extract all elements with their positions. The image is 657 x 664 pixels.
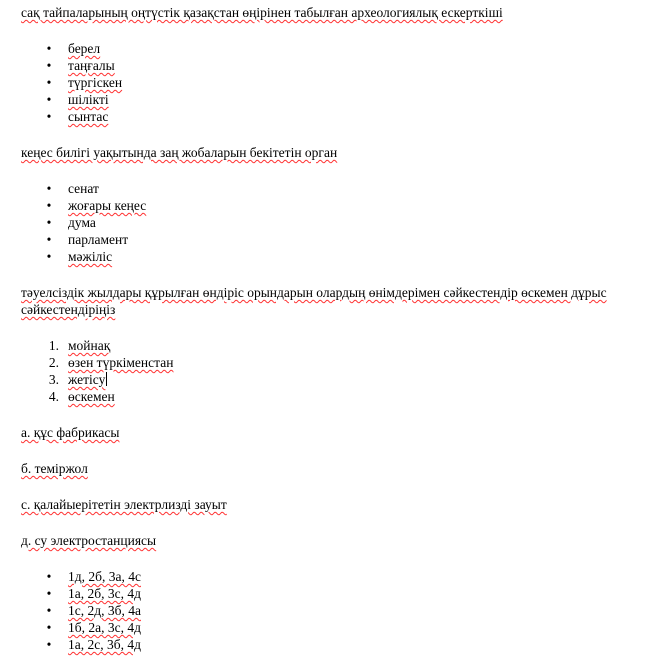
option-label: таңғалы <box>68 58 115 73</box>
lettered-item-d <box>21 532 641 549</box>
option-label: өскемен <box>68 389 115 404</box>
answer-label: 1с, 2д, 3б, 4а <box>68 603 141 618</box>
bullet-icon: • <box>46 75 52 90</box>
bullet-icon: • <box>46 41 52 56</box>
list-item <box>21 248 641 265</box>
list-number: 1. <box>48 338 59 353</box>
list-item <box>21 388 641 405</box>
list-number: 4. <box>48 389 59 404</box>
option-label: шілікті <box>68 92 109 107</box>
list-item <box>21 568 641 585</box>
option-label: сынтас <box>68 109 109 124</box>
answer-label: 1д, 2б, 3а, 4с <box>68 569 141 584</box>
option-label: жоғары кеңес <box>68 198 147 213</box>
list-item <box>21 619 641 636</box>
option-label: түргіскен <box>68 75 123 90</box>
question-2-text <box>21 144 641 161</box>
option-label: мойнақ <box>68 338 111 353</box>
bullet-icon: • <box>46 109 52 124</box>
answer-label: 1б, 2а, 3с, 4д <box>68 620 141 635</box>
bullet-icon: • <box>46 586 52 601</box>
list-item <box>21 602 641 619</box>
question-3-numbered-list <box>21 337 641 405</box>
text-cursor <box>106 372 107 386</box>
bullet-icon: • <box>46 637 52 652</box>
list-item <box>21 214 641 231</box>
bullet-icon: • <box>46 215 52 230</box>
list-item <box>21 108 641 125</box>
bullet-icon: • <box>46 92 52 107</box>
answer-label: 1а, 2с, 3б, 4д <box>68 637 141 652</box>
lettered-item-b <box>21 460 641 477</box>
bullet-icon: • <box>46 569 52 584</box>
document-body[interactable] <box>21 4 641 653</box>
option-label: өзен түркіменстан <box>68 355 174 370</box>
question-2-options <box>21 180 641 265</box>
bullet-icon: • <box>46 620 52 635</box>
list-number: 3. <box>48 372 59 387</box>
question-3-text <box>21 284 641 318</box>
list-item <box>21 354 641 371</box>
lettered-label: б. теміржол <box>21 461 88 476</box>
bullet-icon: • <box>46 198 52 213</box>
question-3-label: тәуелсіздік жылдары құрылған өндіріс орындарын олардың өнімдерімен сәйкестендір өскемен дұрыс сәйкестендіріңіз <box>21 285 607 317</box>
option-label: жетісу <box>68 372 106 387</box>
option-label: мәжіліс <box>68 249 113 264</box>
list-item <box>21 40 641 57</box>
list-item <box>21 585 641 602</box>
question-2-label: кеңес билігі уақытында заң жобаларын бекітетін орган <box>21 145 338 160</box>
list-item <box>21 636 641 653</box>
option-label: берел <box>68 41 101 56</box>
list-number: 2. <box>48 355 59 370</box>
option-label: парламент <box>68 232 129 247</box>
bullet-icon: • <box>46 249 52 264</box>
list-item <box>21 337 641 354</box>
question-1-label: сақ тайпаларының оңтүстік қазақстан өңірінен табылған археологиялық ескерткіші <box>21 5 503 20</box>
list-item <box>21 57 641 74</box>
answer-label: 1а, 2б, 3с, 4д <box>68 586 141 601</box>
lettered-label: а. құс фабрикасы <box>21 425 120 440</box>
option-label: сенат <box>68 181 99 196</box>
question-1-options <box>21 40 641 125</box>
list-item <box>21 180 641 197</box>
bullet-icon: • <box>46 603 52 618</box>
list-item <box>21 74 641 91</box>
bullet-icon: • <box>46 181 52 196</box>
bullet-icon: • <box>46 58 52 73</box>
list-item <box>21 91 641 108</box>
lettered-label: д. су электростанциясы <box>21 533 157 548</box>
question-1-text <box>21 4 641 21</box>
question-3-answers <box>21 568 641 653</box>
list-item <box>21 197 641 214</box>
lettered-item-c <box>21 496 641 513</box>
lettered-label: с. қалайыерітетін электрлизді зауыт <box>21 497 227 512</box>
option-label: дума <box>68 215 96 230</box>
bullet-icon: • <box>46 232 52 247</box>
lettered-item-a <box>21 424 641 441</box>
list-item <box>21 371 641 388</box>
list-item <box>21 231 641 248</box>
